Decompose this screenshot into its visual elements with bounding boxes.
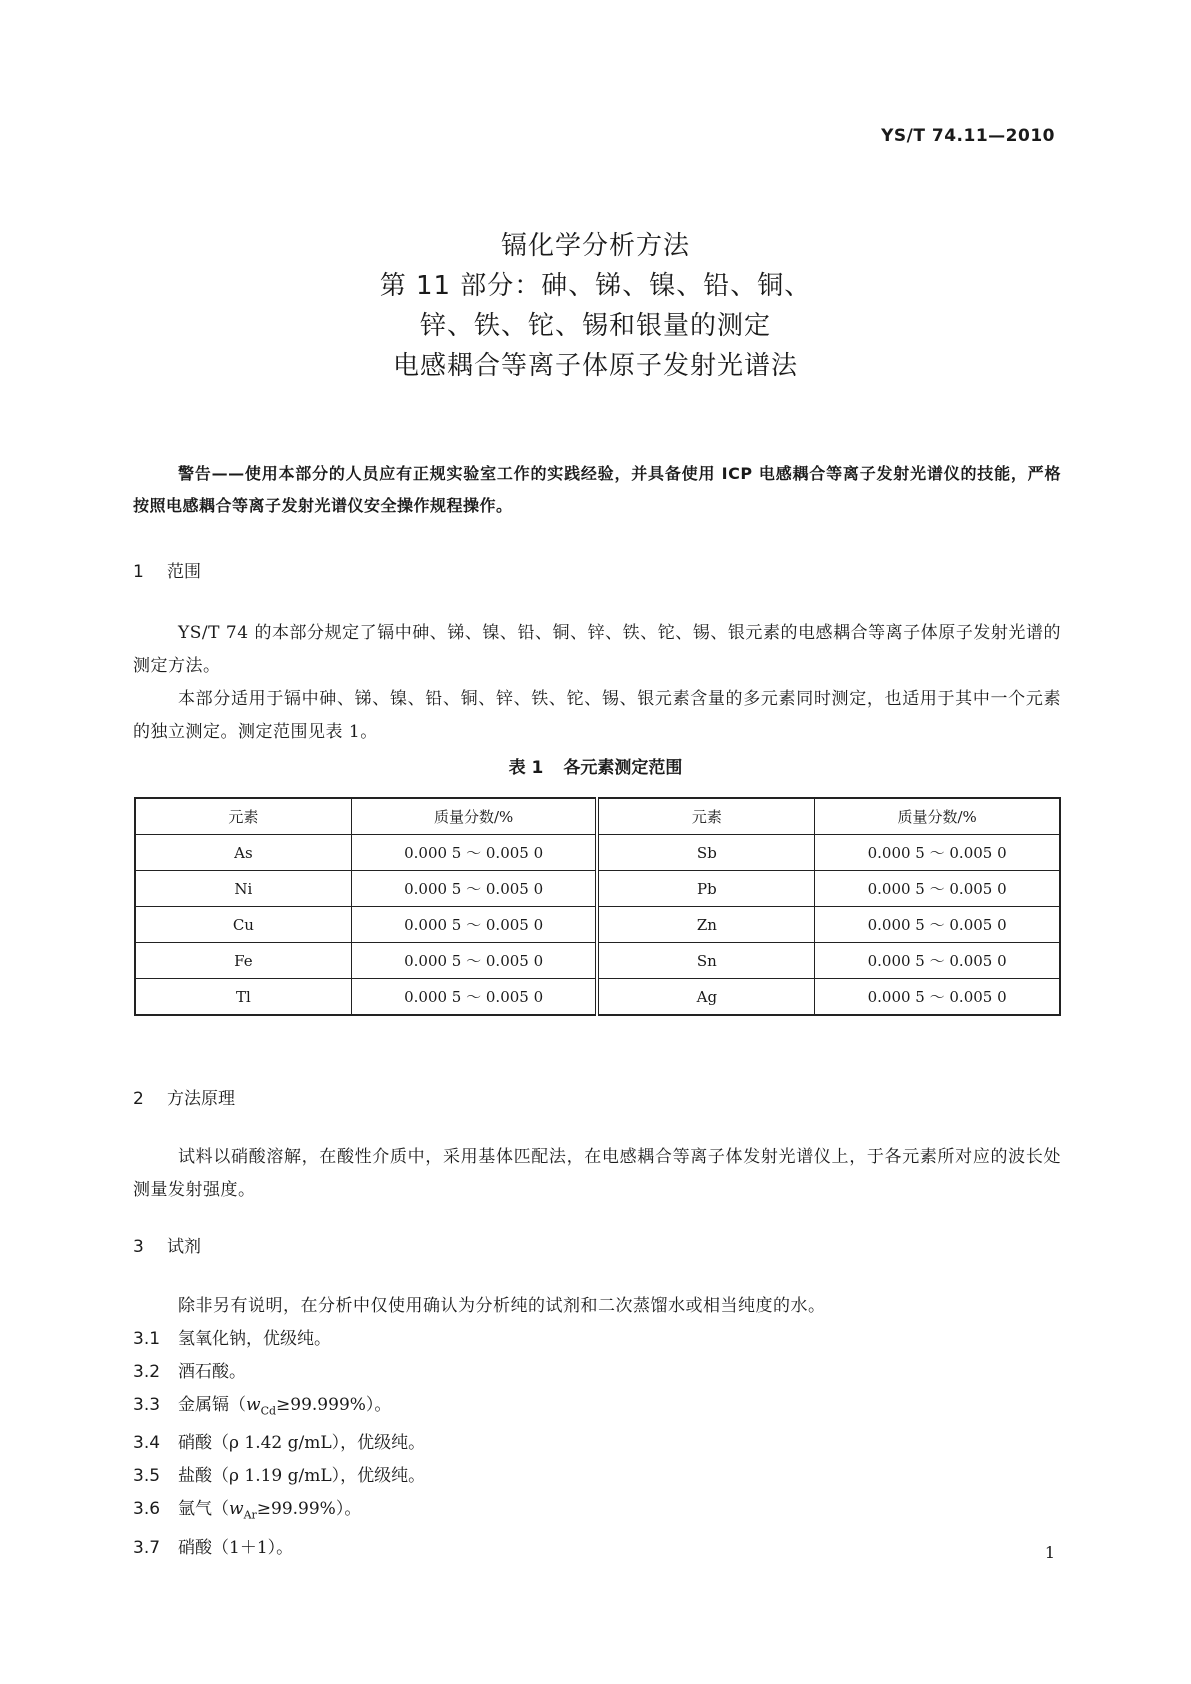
table-row xyxy=(135,943,1060,979)
table-cell: Sn xyxy=(597,943,814,979)
table-cell: 0.000 5 ～ 0.005 0 xyxy=(351,979,597,1016)
section-number: 3 xyxy=(133,1237,144,1257)
scope-paragraph-1: YS/T 74 的本部分规定了镉中砷、锑、镍、铅、铜、锌、铁、铊、锡、银元素的电感耦合等离子体原子发射光谱的测定方法。 xyxy=(133,623,1061,676)
table-row xyxy=(135,871,1060,907)
reagent-number: 3.2 xyxy=(133,1362,161,1382)
reagent-item xyxy=(133,1323,1061,1356)
table-cell: 0.000 5 ～ 0.005 0 xyxy=(815,943,1060,979)
title-line: 第 11 部分：砷、锑、镍、铅、铜、 xyxy=(379,271,812,301)
section-1-heading xyxy=(133,557,201,582)
reagent-number: 3.6 xyxy=(133,1499,161,1520)
table-cell: 0.000 5 ～ 0.005 0 xyxy=(351,871,597,907)
reagent-list xyxy=(133,1290,1061,1565)
subscript: Ar xyxy=(243,1508,257,1522)
reagent-item xyxy=(133,1356,1061,1389)
table-row xyxy=(135,835,1060,871)
table-cell: 0.000 5 ～ 0.005 0 xyxy=(815,979,1060,1016)
table-cell: Cu xyxy=(135,907,351,943)
table-cell: Zn xyxy=(597,907,814,943)
standard-code: YS/T 74.11—2010 xyxy=(881,126,1055,146)
reagent-number: 3.3 xyxy=(133,1395,161,1415)
reagent-number: 3.5 xyxy=(133,1466,161,1487)
principle-paragraph: 试料以硝酸溶解，在酸性介质中，采用基体匹配法，在电感耦合等离子体发射光谱仪上，于各元素所对应的波长处测量发射强度。 xyxy=(133,1147,1061,1200)
table-cell: As xyxy=(135,835,351,871)
mass-fraction-symbol: w xyxy=(246,1395,261,1415)
table-cell: 0.000 5 ～ 0.005 0 xyxy=(351,907,597,943)
table-cell: Ag xyxy=(597,979,814,1016)
section-2-heading xyxy=(133,1084,235,1109)
warning-paragraph: 警告——使用本部分的人员应有正规实验室工作的实践经验，并具备使用 ICP 电感耦合等离子发射光谱仪的技能，严格按照电感耦合等离子发射光谱仪安全操作规程操作。 xyxy=(133,464,1061,515)
table-cell: Ni xyxy=(135,871,351,907)
reagent-item xyxy=(133,1427,1061,1460)
section-3-heading xyxy=(133,1232,201,1257)
document-title xyxy=(0,226,1191,386)
title-line: 电感耦合等离子体原子发射光谱法 xyxy=(392,351,798,381)
page-number: 1 xyxy=(1044,1543,1055,1562)
reagent-text: 氩气（ xyxy=(178,1499,229,1520)
section-number: 2 xyxy=(133,1089,144,1109)
reagent-text: 酒石酸。 xyxy=(178,1362,246,1382)
table-cell: 0.000 5 ～ 0.005 0 xyxy=(815,835,1060,871)
table-row xyxy=(135,979,1060,1016)
table-cell: Pb xyxy=(597,871,814,907)
reagent-text: 金属镉（ xyxy=(178,1395,246,1415)
table-cell: 0.000 5 ～ 0.005 0 xyxy=(815,907,1060,943)
table-label: 表 1 xyxy=(508,758,544,778)
reagent-item xyxy=(133,1460,1061,1493)
table-cell: 0.000 5 ～ 0.005 0 xyxy=(351,835,597,871)
section-title: 范围 xyxy=(167,562,201,582)
title-line: 镉化学分析方法 xyxy=(500,231,690,261)
table-cell: Sb xyxy=(597,835,814,871)
table-cell: 0.000 5 ～ 0.005 0 xyxy=(815,871,1060,907)
reagent-text: 硝酸（ρ 1.42 g/mL），优级纯。 xyxy=(178,1433,426,1454)
scope-paragraph-2: 本部分适用于镉中砷、锑、镍、铅、铜、锌、铁、铊、锡、银元素含量的多元素同时测定，也适用于其中一个元素的独立测定。测定范围见表 1。 xyxy=(133,689,1061,742)
header-cell: 质量分数/% xyxy=(815,798,1060,835)
table-title: 各元素测定范围 xyxy=(563,758,683,778)
reagent-text: 硝酸（1＋1）。 xyxy=(178,1537,294,1558)
title-line: 锌、铁、铊、锡和银量的测定 xyxy=(419,311,771,341)
section-title: 试剂 xyxy=(167,1237,201,1257)
reagent-item xyxy=(133,1389,1061,1427)
reagent-number: 3.1 xyxy=(133,1329,161,1349)
table-row xyxy=(135,907,1060,943)
table-cell: 0.000 5 ～ 0.005 0 xyxy=(351,943,597,979)
reagent-text: ≥99.99%）。 xyxy=(256,1499,362,1520)
reagent-item xyxy=(133,1493,1061,1531)
header-cell: 元素 xyxy=(597,798,814,835)
section-number: 1 xyxy=(133,562,144,582)
subscript: Cd xyxy=(260,1404,277,1418)
table-caption xyxy=(0,753,1191,778)
header-cell: 质量分数/% xyxy=(351,798,597,835)
reagent-text: ≥99.999%）。 xyxy=(276,1395,392,1415)
reagent-number: 3.7 xyxy=(133,1537,161,1558)
section-title: 方法原理 xyxy=(167,1089,235,1109)
reagent-number: 3.4 xyxy=(133,1433,161,1454)
element-range-table xyxy=(134,797,1061,1016)
header-cell: 元素 xyxy=(135,798,351,835)
mass-fraction-symbol: w xyxy=(229,1499,244,1520)
reagent-text: 盐酸（ρ 1.19 g/mL），优级纯。 xyxy=(178,1466,426,1487)
reagent-item xyxy=(133,1532,1061,1565)
reagent-intro: 除非另有说明，在分析中仅使用确认为分析纯的试剂和二次蒸馏水或相当纯度的水。 xyxy=(178,1296,826,1316)
table-cell: Tl xyxy=(135,979,351,1016)
table-cell: Fe xyxy=(135,943,351,979)
table-header-row xyxy=(135,798,1060,835)
reagent-text: 氢氧化钠，优级纯。 xyxy=(178,1329,331,1349)
